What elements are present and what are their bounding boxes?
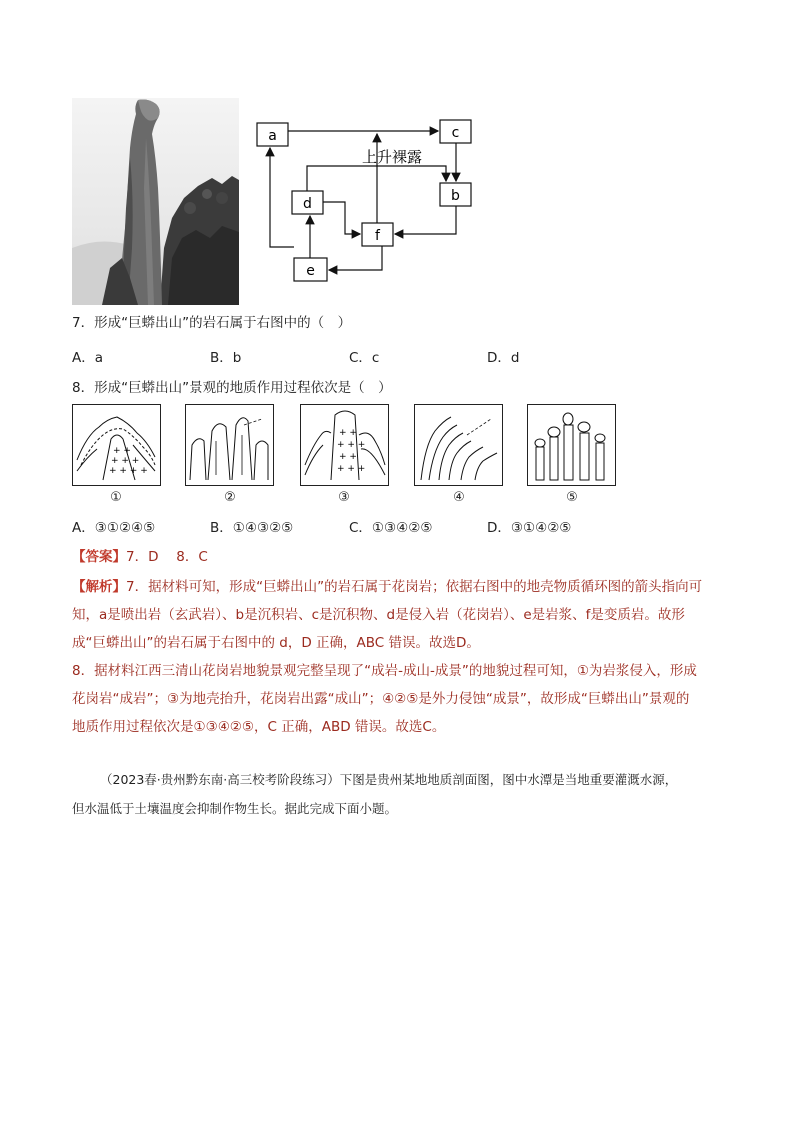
intro-line-1: （2023春·贵州黔东南·高三校考阶段练习）下图是贵州某地地质剖面图，图中水潭是当地重要灌溉水源， — [100, 772, 678, 787]
q8-option-b[interactable]: B．①④③②⑤ — [210, 520, 294, 536]
analysis-line-1: 7．据材料可知，形成“巨蟒出山”的岩石属于花岗岩；依据右图中的地壳物质循环图的箭头指向可 — [126, 579, 703, 595]
answer-line — [72, 547, 208, 567]
svg-text:+ + +: + + + — [111, 456, 140, 466]
analysis-line-3: 成“巨蟒出山”的岩石属于右图中的 d，D 正确，ABC 错误。故选D。 — [72, 635, 480, 651]
q7-option-b[interactable]: B．b — [210, 350, 242, 366]
q8-option-c[interactable]: C．①③④②⑤ — [349, 520, 433, 536]
svg-text:+ +: + + — [339, 452, 357, 462]
q8-panel-label-5: ⑤ — [566, 490, 578, 505]
q8-panel-label-4: ④ — [453, 490, 465, 505]
node-f-label: f — [375, 228, 380, 244]
answer-text: 7．D 8．C — [126, 549, 208, 565]
q8-option-d[interactable]: D．③①④②⑤ — [487, 520, 572, 536]
svg-text:+ + +: + + + — [337, 464, 366, 474]
q7-option-a[interactable]: A．a — [72, 350, 104, 366]
node-d-label: d — [303, 196, 312, 212]
intro-line-2: 但水温低于土壤温度会抑制作物生长。据此完成下面小题。 — [72, 801, 398, 816]
answer-label: 【答案】 — [72, 549, 126, 565]
q8-panel-4 — [414, 404, 503, 486]
q7-option-d[interactable]: D．d — [487, 350, 520, 366]
q8-panel-3 — [300, 404, 389, 486]
q8-panel-label-1: ① — [110, 490, 122, 505]
analysis-line-6: 地质作用过程依次是①③④②⑤，C 正确，ABD 错误。故选C。 — [72, 719, 446, 735]
q8-stem: 8．形成“巨蟒出山”景观的地质作用过程依次是（ ） — [72, 380, 392, 396]
q8-panel-label-2: ② — [224, 490, 236, 505]
q7-stem: 7．形成“巨蟒出山”的岩石属于右图中的（ ） — [72, 315, 352, 331]
q8-panel-label-3: ③ — [338, 490, 350, 505]
analysis-line-5: 花岗岩“成岩”；③为地壳抬升，花岗岩出露“成山”；④②⑤是外力侵蚀“成景”，故形成“巨蟒出山”景观的 — [72, 691, 690, 707]
analysis-label: 【解析】 — [72, 579, 126, 595]
analysis-line-4: 8．据材料江西三清山花岗岩地貌景观完整呈现了“成岩-成山-成景”的地貌过程可知，①为岩浆侵入，形成 — [72, 663, 697, 679]
node-c-label: c — [451, 125, 460, 141]
analysis-block — [72, 573, 732, 741]
uplift-label: 上升裸露 — [361, 148, 423, 166]
q7-option-c[interactable]: C．c — [349, 350, 380, 366]
analysis-line-2: 知，a是喷出岩（玄武岩）、b是沉积岩、c是沉积物、d是侵入岩（花岗岩）、e是岩浆、f是变质岩。故形 — [72, 607, 685, 623]
node-a-label: a — [268, 128, 277, 144]
node-e-label: e — [306, 263, 315, 279]
q8-panel-2 — [185, 404, 274, 486]
svg-text:+ +: + + — [113, 446, 131, 456]
rock-pillar-photo — [72, 98, 239, 305]
svg-text:+ + +: + + + — [337, 440, 366, 450]
q8-panel-1 — [72, 404, 161, 486]
svg-text:+ +: + + — [339, 428, 357, 438]
q8-option-a[interactable]: A．③①②④⑤ — [72, 520, 156, 536]
svg-text:+ + + +: + + + + — [109, 466, 148, 476]
q8-panel-5 — [527, 404, 616, 486]
node-b-label: b — [451, 188, 460, 204]
rock-cycle-diagram — [250, 110, 490, 290]
